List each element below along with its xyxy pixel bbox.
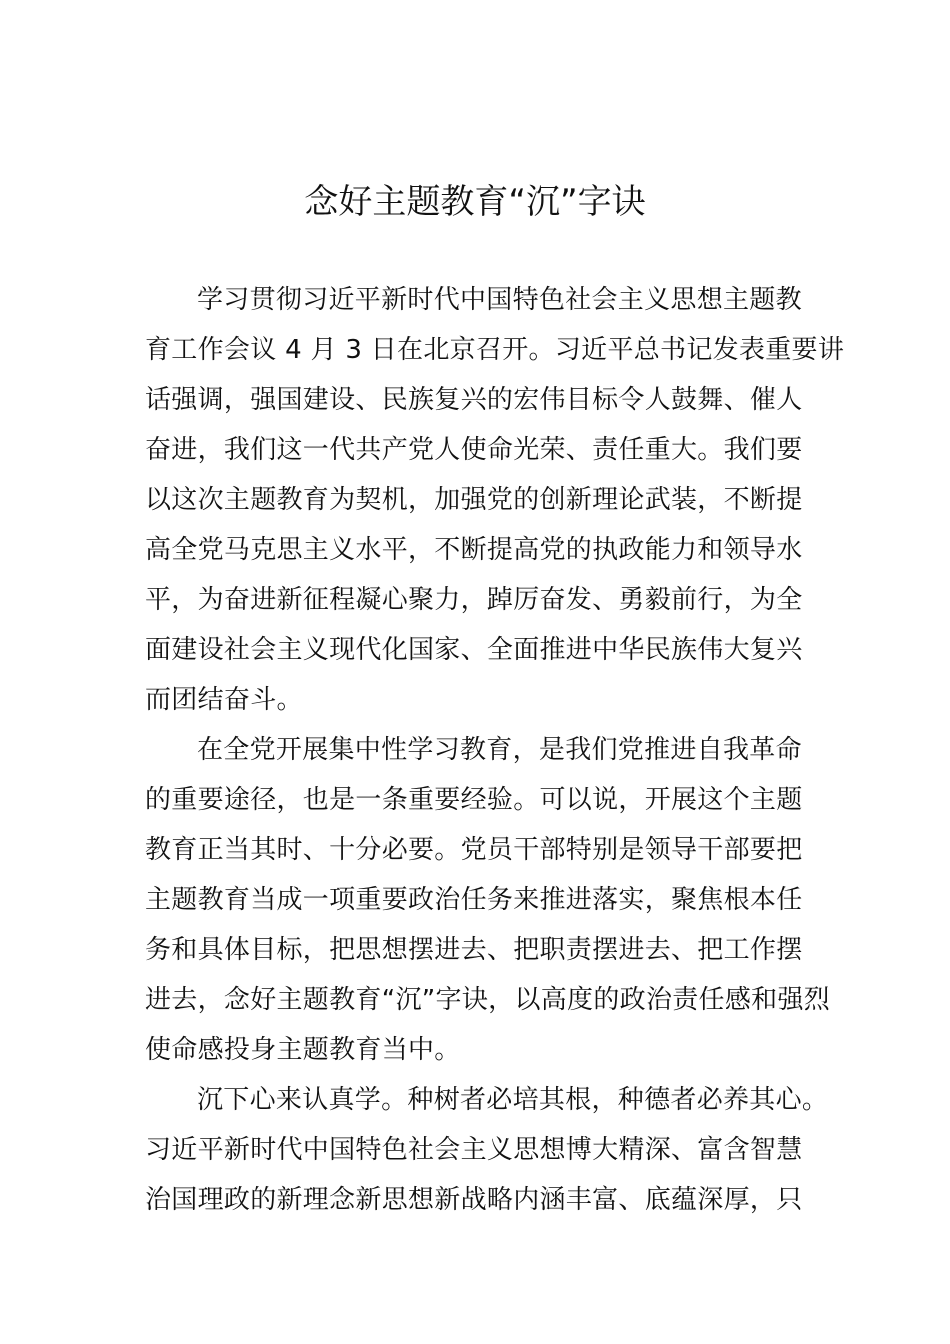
paragraph-line: 平，为奋进新征程凝心聚力，踔厉奋发、勇毅前行，为全 (145, 585, 803, 615)
paragraph-line: 沉下心来认真学。种树者必培其根，种德者必养其心。 (197, 1085, 829, 1115)
paragraph-line: 使命感投身主题教育当中。 (145, 1035, 461, 1065)
paragraph (145, 725, 845, 1075)
paragraph-line: 务和具体目标，把思想摆进去、把职责摆进去、把工作摆 (145, 935, 803, 965)
paragraph-line: 主题教育当成一项重要政治任务来推进落实，聚焦根本任 (145, 885, 803, 915)
paragraph-line: 教育正当其时、十分必要。党员干部特别是领导干部要把 (145, 835, 803, 865)
paragraph-line: 学习贯彻习近平新时代中国特色社会主义思想主题教 (197, 285, 802, 315)
paragraph (145, 275, 845, 725)
document-title: 念好主题教育“沉”字诀 (304, 182, 646, 222)
paragraph-line: 话强调，强国建设、民族复兴的宏伟目标令人鼓舞、催人 (145, 385, 803, 415)
paragraph-line: 育工作会议 4 月 3 日在北京召开。习近平总书记发表重要讲 (145, 335, 845, 365)
paragraph-line: 在全党开展集中性学习教育，是我们党推进自我革命 (197, 735, 802, 765)
paragraph-line: 习近平新时代中国特色社会主义思想博大精深、富含智慧 (145, 1135, 803, 1165)
paragraph-line: 而团结奋斗。 (145, 685, 303, 715)
paragraph-line: 奋进，我们这一代共产党人使命光荣、责任重大。我们要 (145, 435, 803, 465)
paragraph-line: 进去，念好主题教育“沉”字诀，以高度的政治责任感和强烈 (145, 985, 831, 1015)
paragraph-line: 的重要途径，也是一条重要经验。可以说，开展这个主题 (145, 785, 803, 815)
paragraph-line: 面建设社会主义现代化国家、全面推进中华民族伟大复兴 (145, 635, 803, 665)
paragraph-line: 高全党马克思主义水平，不断提高党的执政能力和领导水 (145, 535, 803, 565)
paragraph-line: 治国理政的新理念新思想新战略内涵丰富、底蕴深厚，只 (145, 1185, 803, 1215)
paragraph-line: 以这次主题教育为契机，加强党的创新理论武装，不断提 (145, 485, 803, 515)
paragraph (145, 1075, 845, 1225)
document-body (145, 275, 845, 1225)
